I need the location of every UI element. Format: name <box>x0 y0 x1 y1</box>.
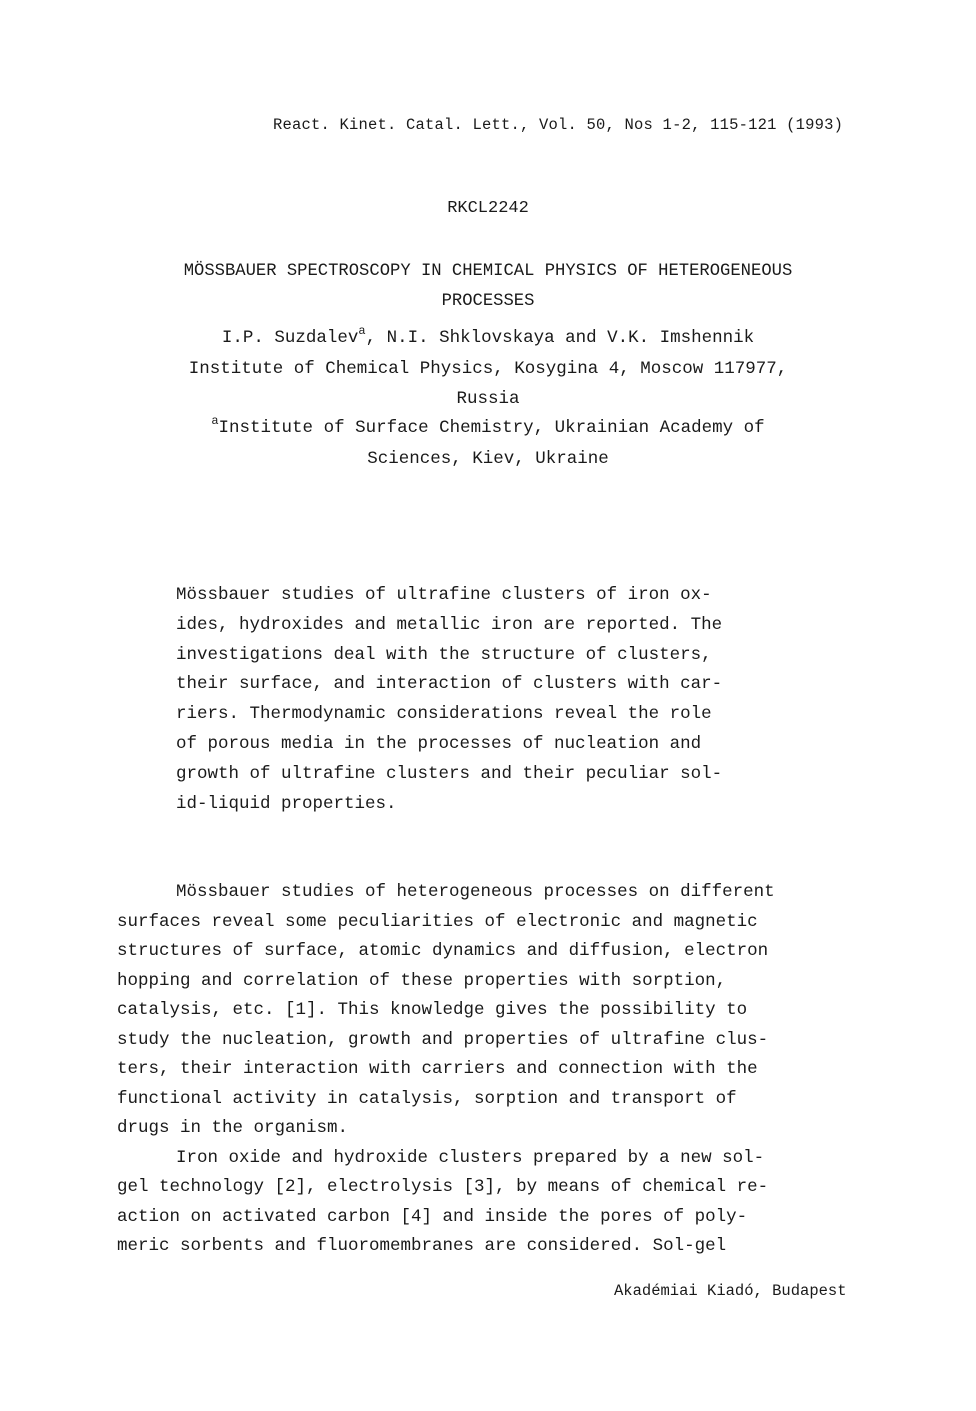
body-line: study the nucleation, growth and properties of ultrafine clus- <box>117 1029 769 1050</box>
author-list <box>0 323 976 354</box>
abstract-line: ides, hydroxides and metallic iron are reported. The <box>176 614 723 635</box>
body-line: meric sorbents and fluoromembranes are considered. Sol-gel <box>117 1236 727 1256</box>
body-line: gel technology [2], electrolysis [3], by means of chemical re- <box>117 1177 769 1197</box>
author-names-rest: , N.I. Shklovskaya and V.K. Imshennik <box>365 328 755 348</box>
affiliation-mark: a <box>358 324 366 338</box>
abstract <box>176 581 722 819</box>
affiliation-line: Sciences, Kiev, Ukraine <box>367 449 609 469</box>
abstract-line: Mössbauer studies of ultrafine clusters of iron ox- <box>176 585 712 605</box>
body-text <box>117 878 775 1262</box>
publisher-footer: Akadémiai Kiadó, Budapest <box>614 1282 847 1300</box>
second-affiliation <box>0 413 976 474</box>
author-name: I.P. Suzdalev <box>221 328 359 348</box>
article-id: RKCL2242 <box>447 199 529 218</box>
body-line: structures of surface, atomic dynamics and diffusion, electron <box>117 941 769 961</box>
abstract-line: their surface, and interaction of clusters with car- <box>176 674 723 695</box>
author-block <box>0 323 976 414</box>
body-line: Mössbauer studies of heterogeneous processes on different <box>176 882 775 902</box>
paper-title <box>0 257 976 317</box>
body-line: action on activated carbon [4] and inside the pores of poly- <box>117 1206 748 1227</box>
abstract-line: of porous media in the processes of nucleation and <box>176 733 702 754</box>
affiliation-text: Institute of Surface Chemistry, Ukrainian Academy of <box>218 418 765 438</box>
abstract-line: id-liquid properties. <box>176 793 397 814</box>
affiliation-line: Institute of Chemical Physics, Kosygina 4, Moscow 117977, <box>188 359 788 379</box>
body-line: ters, their interaction with carriers and connection with the <box>117 1059 758 1079</box>
abstract-line: investigations deal with the structure of clusters, <box>176 644 712 665</box>
body-line: drugs in the organism. <box>117 1118 349 1138</box>
affiliation-line: Russia <box>456 389 520 409</box>
body-line: catalysis, etc. [1]. This knowledge gives the possibility to <box>117 1000 748 1020</box>
title-line: PROCESSES <box>441 292 535 311</box>
body-line: Iron oxide and hydroxide clusters prepared by a new sol- <box>176 1147 765 1168</box>
affiliation-mark: a <box>211 414 219 428</box>
body-line: functional activity in catalysis, sorption and transport of <box>117 1088 737 1109</box>
body-line: surfaces reveal some peculiarities of electronic and magnetic <box>117 911 758 932</box>
title-line: MÖSSBAUER SPECTROSCOPY IN CHEMICAL PHYSICS OF HETEROGENEOUS <box>183 262 793 281</box>
abstract-line: growth of ultrafine clusters and their peculiar sol- <box>176 763 723 784</box>
journal-reference: React. Kinet. Catal. Lett., Vol. 50, Nos 1-2, 115-121 (1993) <box>273 116 844 134</box>
body-line: hopping and correlation of these properties with sorption, <box>117 970 727 991</box>
abstract-line: riers. Thermodynamic considerations reveal the role <box>176 704 712 725</box>
affiliation-line <box>0 413 976 444</box>
